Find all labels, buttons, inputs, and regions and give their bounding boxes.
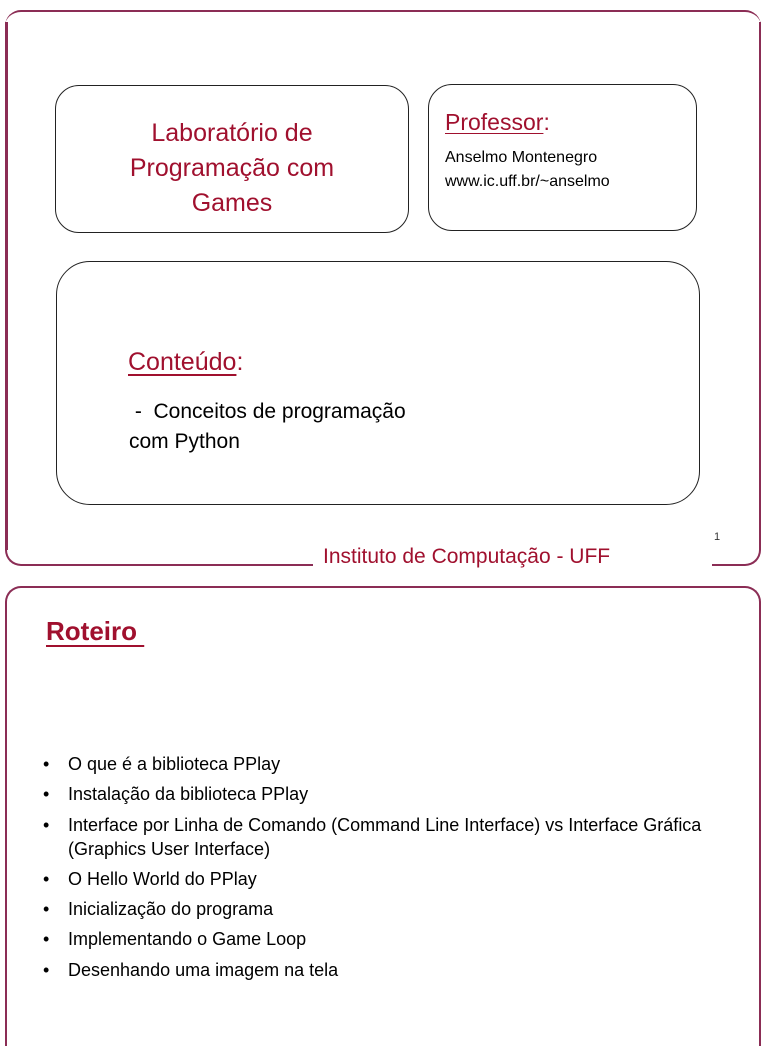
professor-label xyxy=(445,109,550,136)
list-item-text: Implementando o Game Loop xyxy=(68,929,307,950)
content-item-line-1: - Conceitos de programação xyxy=(129,400,406,423)
list-item-text: O que é a biblioteca PPlay xyxy=(68,754,281,774)
content-item xyxy=(129,397,406,457)
content-label-text: Conteúdo xyxy=(128,348,237,376)
course-title xyxy=(56,116,408,221)
professor-box xyxy=(428,84,697,231)
slide-1-frame-left xyxy=(5,22,8,550)
course-title-line-1: Laboratório de xyxy=(151,119,313,147)
list-item xyxy=(40,782,708,806)
professor-label-text: Professor xyxy=(445,109,544,135)
content-box xyxy=(56,261,700,505)
bullet-icon: • xyxy=(43,814,50,835)
bullet-icon: • xyxy=(43,868,50,889)
list-item-text: Interface por Linha de Comando (Command Line Interface) vs Interface Gráfica (Graphics User Interface) xyxy=(68,814,702,859)
list-item-text: Inicialização do programa xyxy=(68,899,274,920)
slide-footer: Instituto de Computação - UFF xyxy=(323,545,611,568)
roteiro-list xyxy=(40,752,708,988)
bullet-icon: • xyxy=(43,929,50,950)
professor-name: Anselmo Montenegro xyxy=(445,149,598,166)
slide-1-frame-bottom-left xyxy=(5,546,313,566)
professor-label-colon: : xyxy=(543,109,550,135)
bullet-icon: • xyxy=(43,899,50,920)
list-item xyxy=(40,958,708,982)
bullet-icon: • xyxy=(43,754,50,774)
bullet-icon: • xyxy=(43,784,50,805)
course-title-line-3: Games xyxy=(191,189,273,217)
slide-1-frame-bottom-right xyxy=(712,546,761,566)
list-item xyxy=(40,897,708,921)
content-item-line-2: com Python xyxy=(129,430,240,453)
list-item xyxy=(40,752,708,776)
list-item-text: Instalação da biblioteca PPlay xyxy=(68,784,309,805)
professor-website: www.ic.uff.br/~anselmo xyxy=(445,173,610,190)
list-item xyxy=(40,813,708,861)
page-number: 1 xyxy=(714,531,721,543)
slide-2-title: Roteiro xyxy=(46,616,145,646)
bullet-icon: • xyxy=(43,959,50,980)
course-title-line-2: Programação com xyxy=(129,154,335,182)
content-label xyxy=(128,348,243,377)
content-label-colon: : xyxy=(236,348,244,376)
list-item-text: Desenhando uma imagem na tela xyxy=(68,959,339,980)
list-item xyxy=(40,927,708,951)
list-item-text: O Hello World do PPlay xyxy=(68,868,257,889)
course-title-box xyxy=(55,85,409,233)
list-item xyxy=(40,867,708,891)
slide-1-frame-right xyxy=(759,22,762,550)
